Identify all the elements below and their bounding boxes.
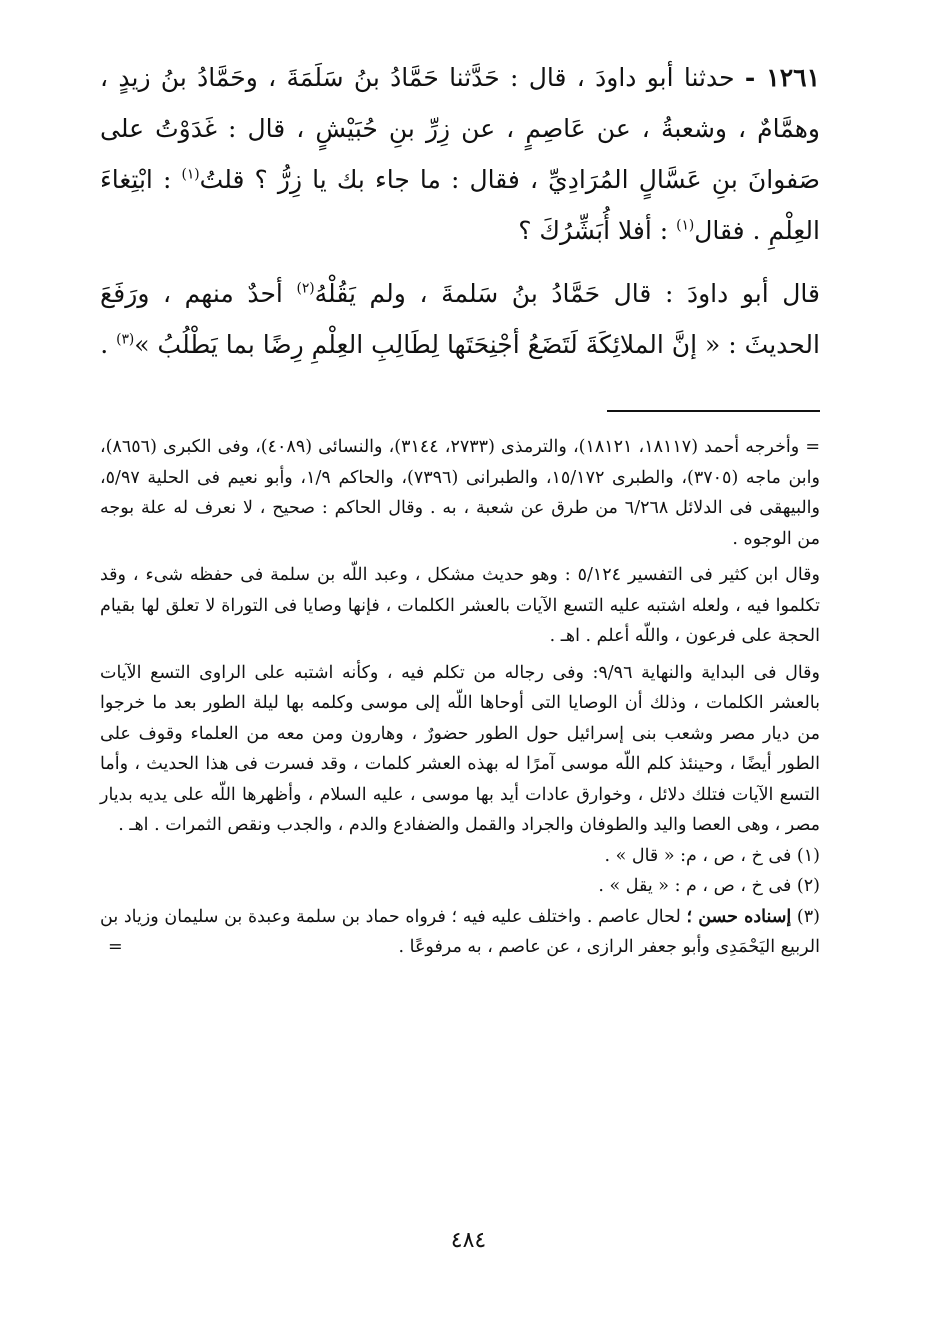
hadith-paragraph-1: [100, 52, 820, 256]
footnote-1: (١) فى خ ، ص ، م: « قال » .: [604, 845, 820, 866]
hadith-chain-end: : أفلا أُبَشِّرُكَ ؟: [518, 216, 669, 245]
hadith-p2-end: .: [100, 330, 109, 359]
page-number: ٤٨٤: [450, 1228, 487, 1253]
hadith-chain-mid: : ابْتِغاءَ العِلْمِ . فقال: [100, 165, 820, 245]
footnote-ref-3: (٣): [116, 331, 135, 348]
hadith-number: ١٢٦١ -: [744, 63, 820, 92]
footnotes: [100, 432, 820, 963]
footnote-2: (٢) فى خ ، ص ، م : « يقل » .: [598, 876, 820, 896]
footnote-3-grading: إسناده حسن ؛: [686, 906, 792, 927]
footnote-3: [100, 902, 820, 963]
footnote-3-text: لحال عاصم . واختلف عليه فيه ؛ فرواه حماد بن سلمة وعبدة بن سليمان وزياد بن الربيع اليَحْمَدِى وأبو جعفر الرازى ، عن عاصم ، به مرفوعًا .: [100, 906, 820, 957]
footnote-divider: [607, 410, 820, 412]
note-bidaya: وقال فى البداية والنهاية ٩/٩٦: وفى رجاله من تكلم فيه ، وكأنه اشتبه على الراوى التسع الآيات بالعشر الكلمات ، وذلك أن الوصايا التى أوحاها اللّه إلى موسى وكلمه بها ليلة الطور بعد ما خرجوا من ديار مصر وشعب بنى إسرائيل حول الطور حضورٌ ، وهارون ومن معه من العلماء وقوف على الطور أيضًا ، وحينئذ كلم اللّه موسى آمرًا له بهذه العشر كلمات ، وقد فسرت فى هذا الحديث ، وأما التسع الآيات فتلك دلائل ، وخوارق عادات أيد بها موسى ، عليه السلام ، وأظهرها اللّه على يديه بديار مصر ، وهى العصا واليد والطوفان والجراد والقمل والضفادع والدم ، والجدب ونقص الثمرات . اهـ .: [100, 662, 820, 835]
footnote-ref-2: (٢): [296, 280, 315, 297]
continuation-mark: =: [108, 937, 123, 957]
footnote-3-number: (٣): [796, 906, 820, 927]
page-content: [100, 52, 820, 963]
note-ibn-kathir-tafsir: وقال ابن كثير فى التفسير ٥/١٢٤ : وهو حديث مشكل ، وعبد اللّه بن سلمة فى حفظه شىء ، وقد تكلموا فيه ، ولعله اشتبه عليه التسع الآيات بالعشر الكلمات ، فإنها وصايا فى التوراة لا تعلق لها بقيام الحجة على فرعون ، واللّه أعلم . اهـ .: [100, 565, 820, 646]
hadith-chain: حدثنا أبو داودَ ، قال : حَدَّثنا حَمَّادُ بنُ سَلَمَةَ ، وحَمَّادُ بنُ زيدٍ ، وهمَّامٌ ، وشعبةُ ، عن عَاصِمٍ ، عن زِرِّ بنِ حُبَيْشٍ ، قال : غَدَوْتُ على صَفوانَ بنِ عَسَّالٍ المُرَادِيِّ ، فقال : ما جاء بك يا زِرُّ ؟ قلتُ: [100, 63, 820, 194]
note-takhrij: = وأخرجه أحمد (١٨١١٧، ١٨١٢١)، والترمذى (٢٧٣٣، ٣١٤٤)، والنسائى (٤٠٨٩)، وفى الكبرى (٨٦٥٦)، وابن ماجه (٣٧٠٥)، والطبرى ١٥/١٧٢، والطبرانى (٧٣٩٦)، والحاكم ١/٩، وأبو نعيم فى الحلية ٥/٩٧، والبيهقى فى الدلائل ٦/٢٦٨ من طرق عن شعبة ، به . وقال الحاكم : صحيح ، لا نعرف له علة بوجه من الوجوه .: [100, 437, 820, 549]
footnote-ref-1a: (١): [181, 166, 200, 183]
hadith-text: [100, 52, 820, 370]
hadith-p2-start: قال أبو داودَ : قال حَمَّادُ بنُ سَلمةَ ، ولم يَقُلْهُ: [314, 279, 821, 308]
hadith-paragraph-2: [100, 268, 820, 370]
hadith-p2-mid: أحدٌ منهم ، ورَفَعَ الحديثَ : « إنَّ الملائِكَةَ لَتَضَعُ أجْنِحَتَها لِطَالِبِ العِلْمِ رِضًا بما يَطْلُبُ »: [100, 279, 820, 359]
footnote-ref-1b: (١): [676, 217, 695, 234]
